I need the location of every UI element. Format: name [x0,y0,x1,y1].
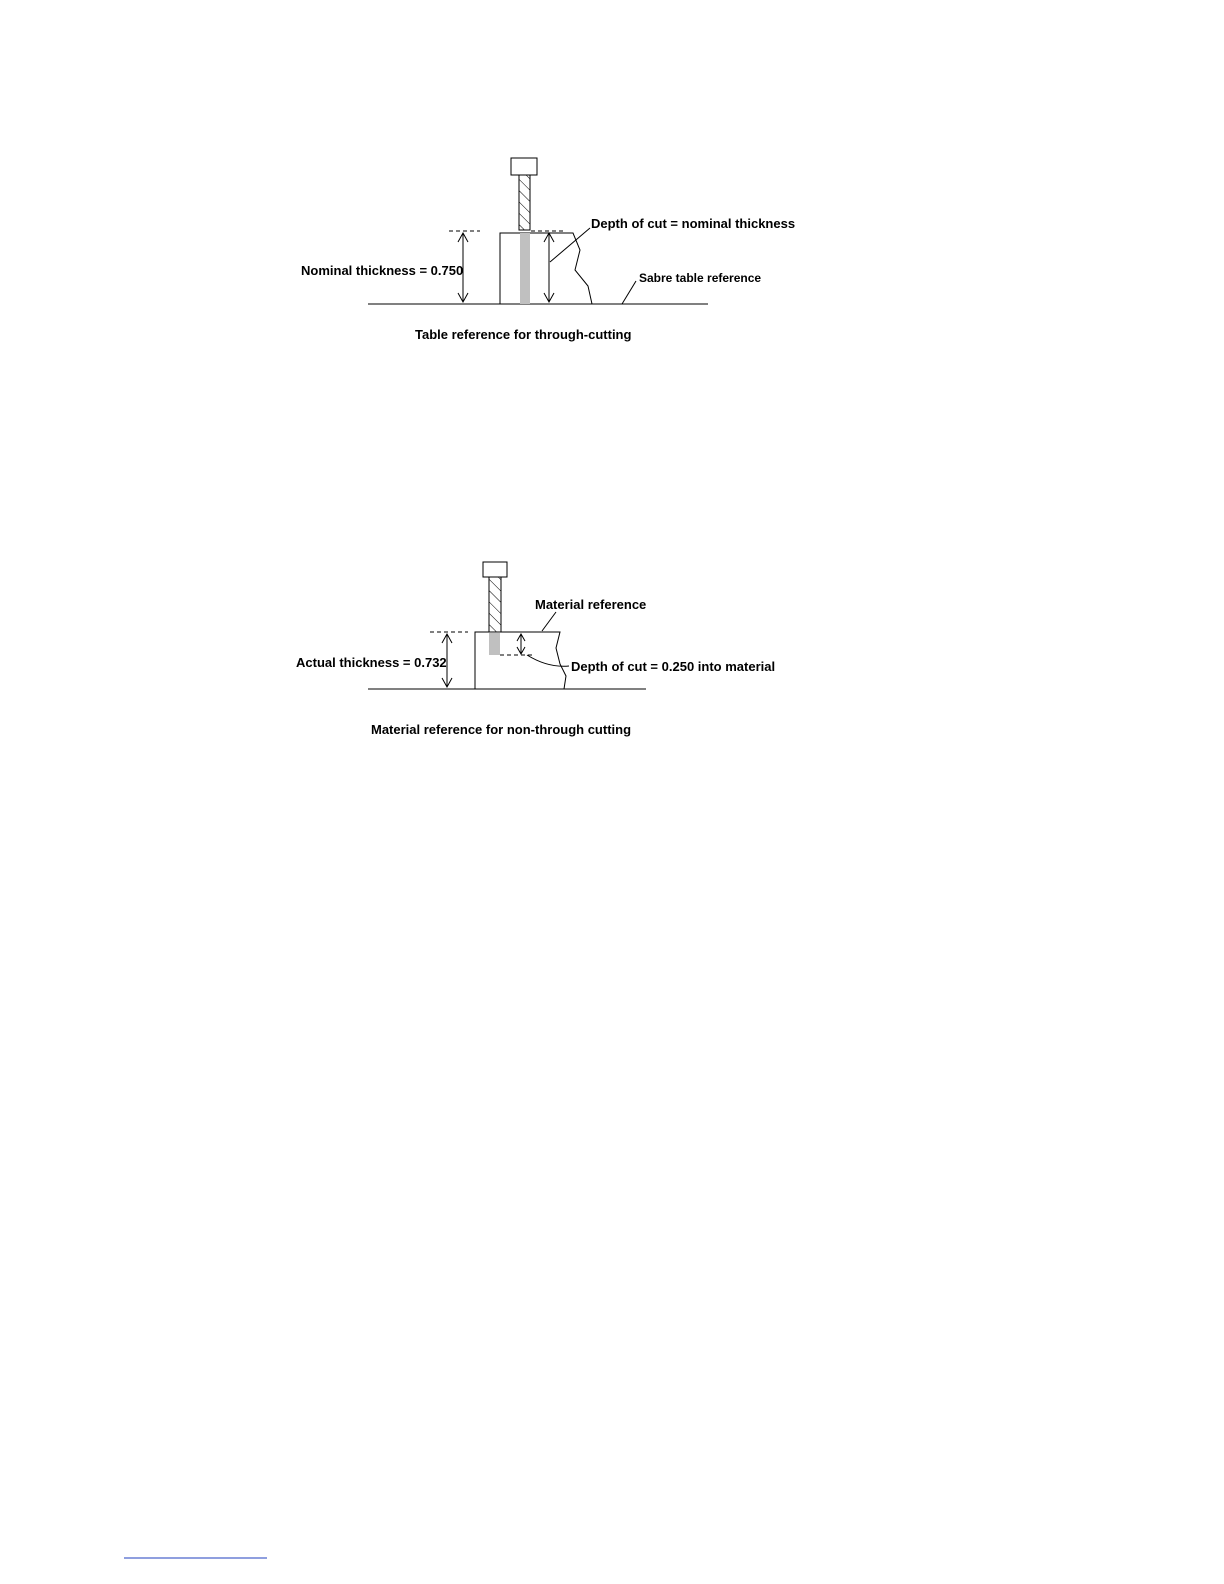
table-ref-leader [622,281,636,304]
depth-of-cut-label: Depth of cut = nominal thickness [591,216,796,231]
figure1-caption: Table reference for through-cutting [415,327,632,342]
material-block [500,233,592,304]
material-reference-label: Material reference [535,597,647,612]
partial-cut [489,633,500,655]
figure2-caption: Material reference for non-through cutting [371,722,632,737]
table-reference-label: Sabre table reference [639,271,762,285]
figure-non-through-cutting [296,562,775,737]
figure-through-cutting [301,158,795,342]
tool-collet [511,158,537,175]
tool-shank-2 [489,577,501,632]
depth-of-cut-label-2: Depth of cut = 0.250 into material [571,659,776,674]
depth-leader-2 [527,655,569,666]
nominal-thickness-label: Nominal thickness = 0.750 [301,263,464,278]
cut-slot [520,233,530,304]
tool-shank [519,175,530,230]
material-ref-leader [542,612,556,631]
tool-collet-2 [483,562,507,577]
actual-thickness-label: Actual thickness = 0.732 [296,655,447,670]
